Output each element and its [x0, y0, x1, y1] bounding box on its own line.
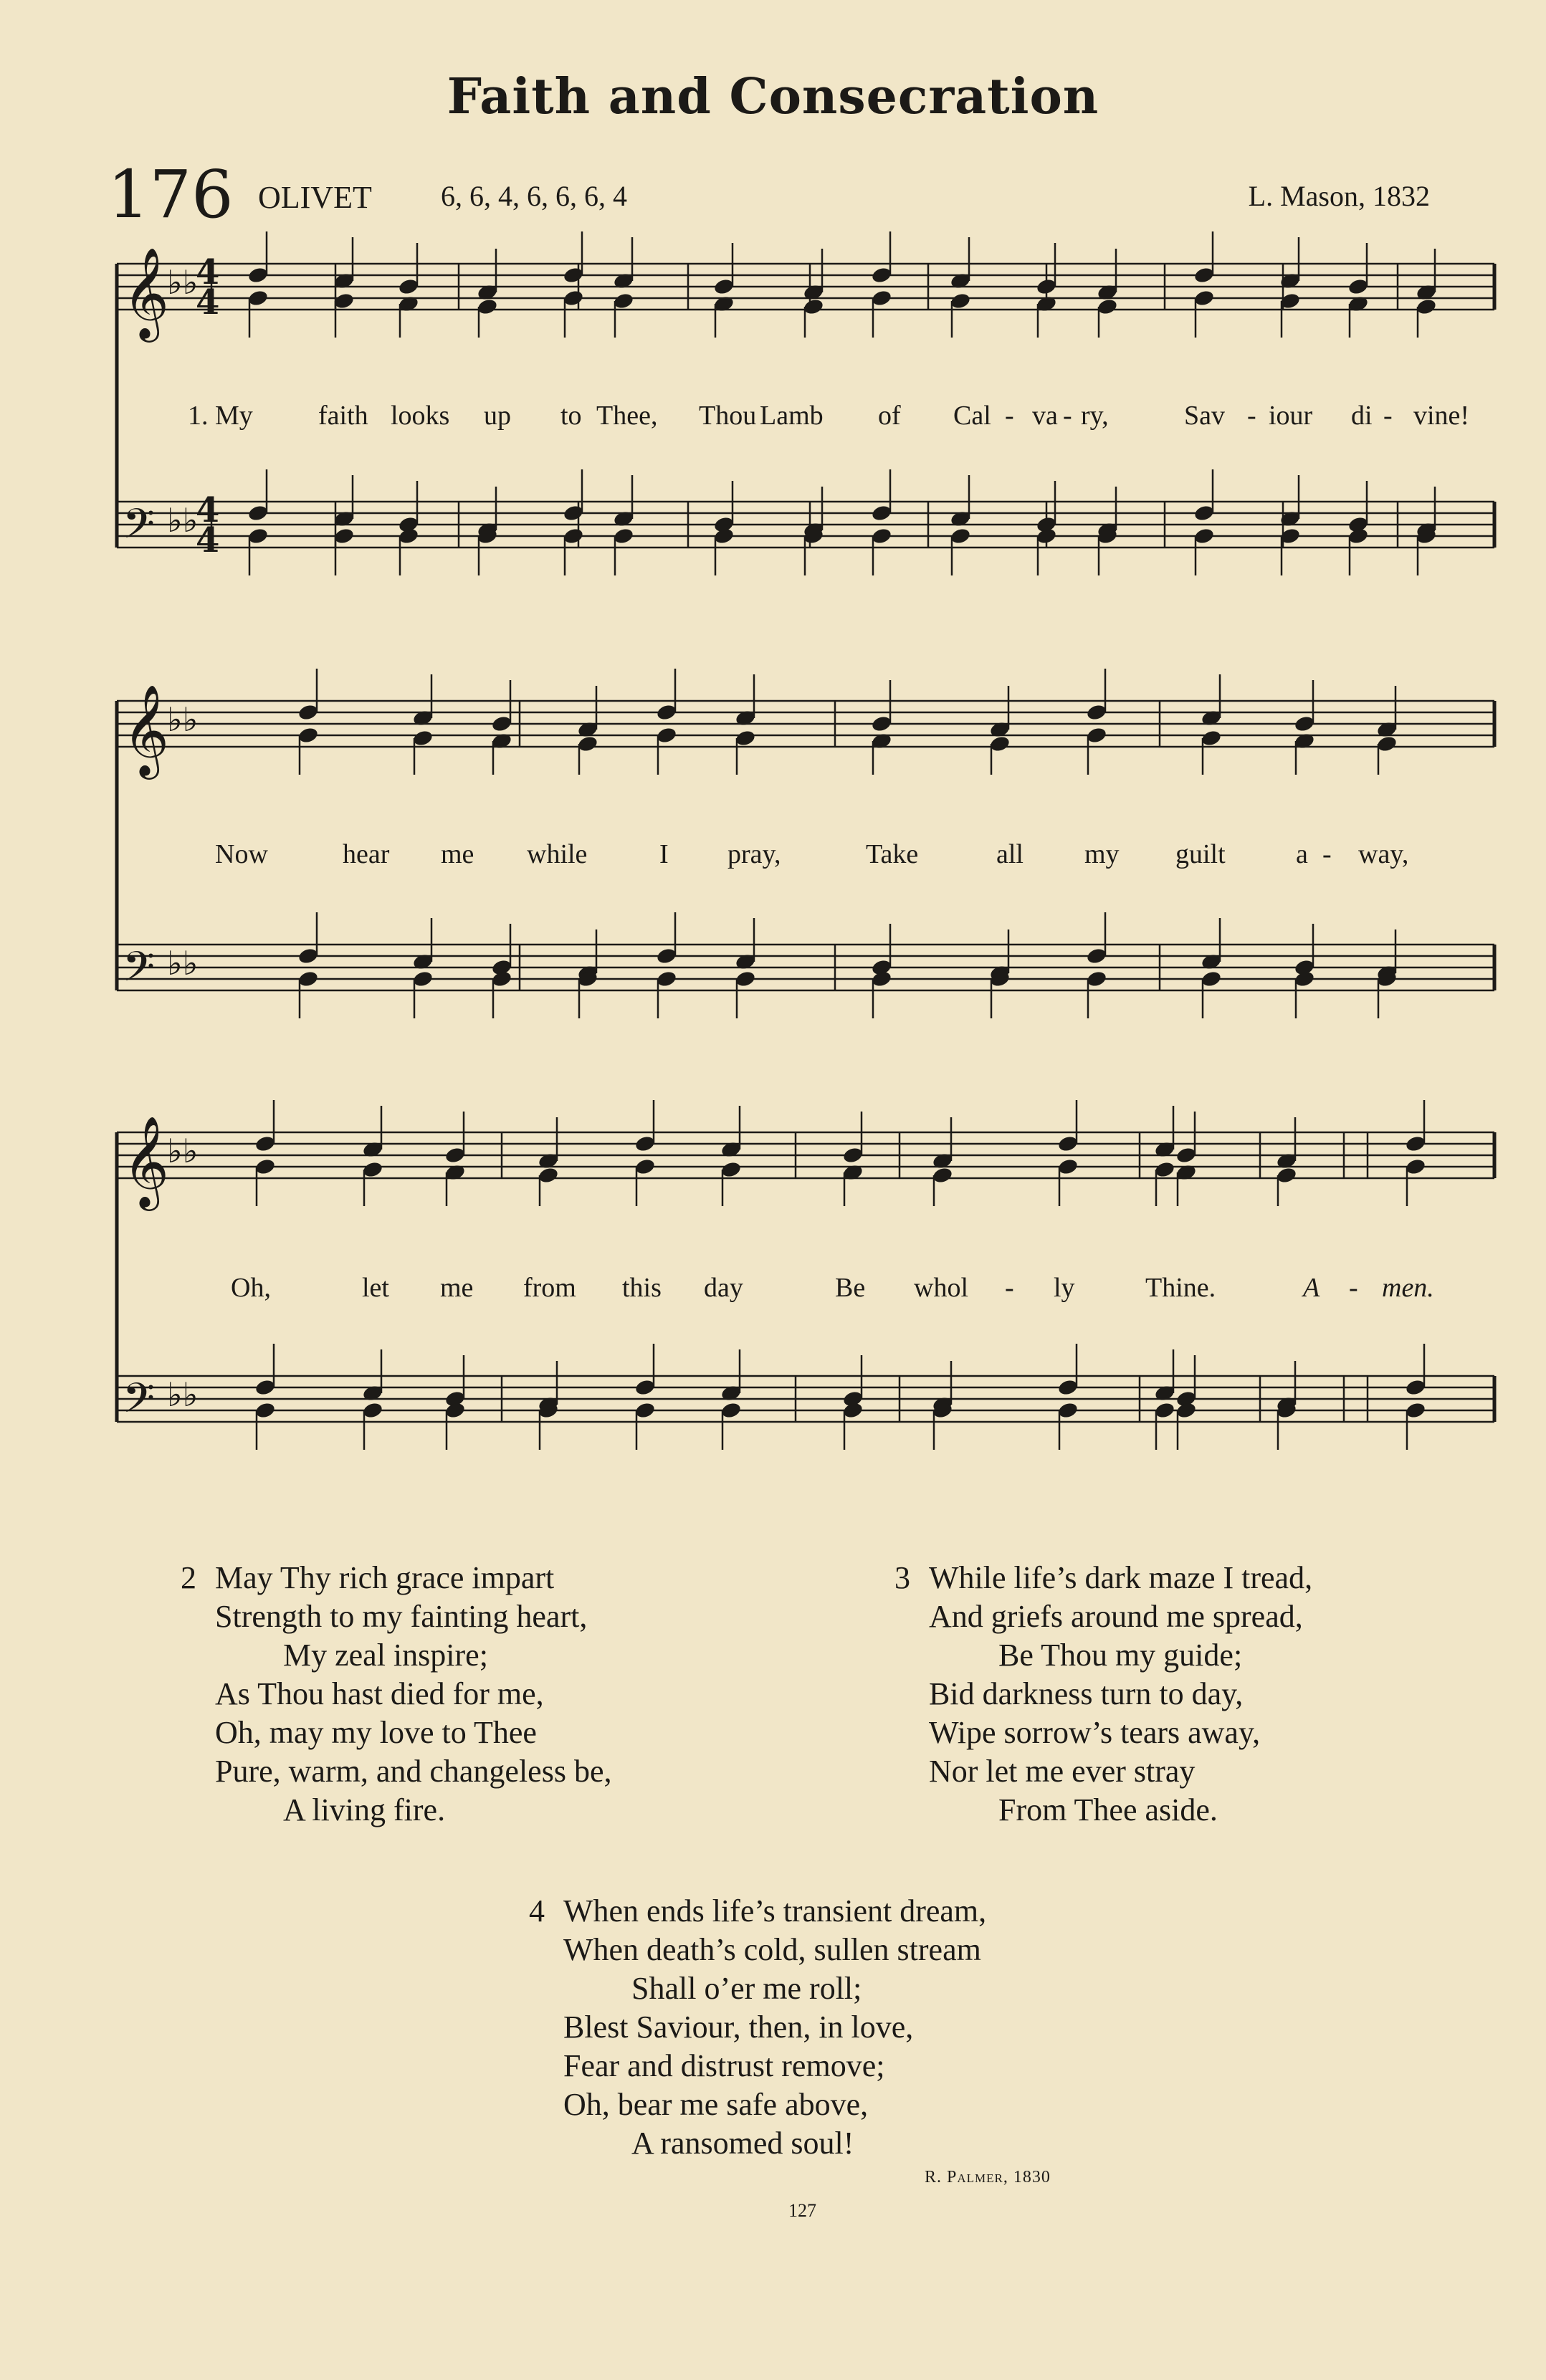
lyric: Cal — [953, 401, 991, 431]
verse-4 — [529, 1892, 986, 2163]
note-head — [563, 504, 585, 522]
note-head — [1086, 947, 1108, 965]
lyric: A — [1303, 1273, 1320, 1303]
verse-line: A ransomed soul! — [631, 2126, 854, 2161]
note-head — [1294, 970, 1316, 988]
lyric: guilt — [1175, 839, 1226, 869]
verse-line: Blest Saviour, then, in love, — [563, 2009, 914, 2045]
lyric: faith — [318, 401, 368, 431]
note-head — [634, 1157, 657, 1176]
note-head — [634, 1401, 657, 1420]
note-head — [297, 726, 320, 745]
lyric: from — [523, 1273, 576, 1303]
lyric: to — [560, 401, 582, 431]
verse-line: Fear and distrust remove; — [563, 2048, 885, 2083]
note-head — [1405, 1401, 1427, 1420]
note-head — [1036, 527, 1058, 545]
note-head — [735, 970, 757, 988]
verse-line: May Thy rich grace impart — [215, 1560, 555, 1595]
note-head — [563, 527, 585, 545]
note-head — [247, 266, 269, 285]
note-head — [871, 970, 893, 988]
note-head — [871, 289, 893, 307]
note-head — [412, 729, 434, 747]
note-head — [577, 735, 599, 753]
lyric: while — [527, 839, 588, 869]
note-head — [563, 289, 585, 307]
time-signature: 4 — [196, 282, 220, 322]
verse-number: 4 — [529, 1893, 545, 1929]
note-head — [950, 527, 972, 545]
note-head — [1175, 1146, 1198, 1165]
meter: 6, 6, 4, 6, 6, 6, 4 — [441, 180, 627, 212]
note-head — [656, 703, 678, 722]
lyric: - — [1383, 401, 1393, 431]
verse-line: My zeal inspire; — [283, 1638, 488, 1673]
composer: L. Mason, 1832 — [1248, 180, 1430, 212]
note-head — [1154, 1160, 1176, 1179]
lyric: - — [1349, 1273, 1358, 1303]
note-head — [1276, 1166, 1298, 1185]
key-signature-flats: ♭♭ — [167, 501, 199, 540]
tune-name: OLIVET — [258, 180, 372, 215]
note-head — [613, 292, 635, 310]
key-signature-flats: ♭♭ — [167, 944, 199, 983]
lyric: - — [1063, 401, 1072, 431]
note-head — [1193, 266, 1216, 285]
note-head — [491, 970, 513, 988]
verse-line: Shall o’er me roll; — [631, 1971, 862, 2006]
note-head — [1057, 1401, 1079, 1420]
note-head — [720, 1160, 743, 1179]
note-head — [871, 266, 893, 285]
note-head — [1201, 970, 1223, 988]
note-head — [1057, 1378, 1079, 1397]
note-head — [1036, 277, 1058, 296]
note-head — [634, 1134, 657, 1153]
lyric: men. — [1382, 1273, 1434, 1303]
lyric: day — [704, 1273, 743, 1303]
lyric: me — [441, 839, 474, 869]
lyric: Take — [866, 839, 919, 869]
note-head — [871, 527, 893, 545]
verse-line: Bid darkness turn to day, — [929, 1676, 1244, 1711]
lyric: I — [659, 839, 669, 869]
verse-2 — [181, 1559, 611, 1830]
note-head — [720, 1401, 743, 1420]
note-head — [1057, 1134, 1079, 1153]
lyric: - — [1322, 839, 1332, 869]
note-head — [656, 947, 678, 965]
time-signature: 4 — [196, 252, 220, 292]
note-head — [656, 726, 678, 745]
lyric: looks — [391, 401, 450, 431]
lyric: whol — [914, 1273, 968, 1303]
note-head — [656, 970, 678, 988]
lyric: di — [1351, 401, 1373, 431]
lyric: ly — [1054, 1273, 1075, 1303]
verse-line: As Thou hast died for me, — [215, 1676, 544, 1711]
note-head — [254, 1401, 277, 1420]
note-head — [254, 1378, 277, 1397]
bass-clef-icon: 𝄢 — [123, 942, 156, 1001]
lyric: Sav — [1184, 401, 1225, 431]
note-head — [444, 1401, 467, 1420]
note-head — [932, 1166, 954, 1185]
lyric: vine! — [1413, 401, 1470, 431]
verse-line: While life’s dark maze I tread, — [929, 1560, 1313, 1595]
key-signature-flats: ♭♭ — [167, 1375, 199, 1414]
verse-line: From Thee aside. — [998, 1792, 1218, 1827]
note-head — [871, 715, 893, 733]
lyric: a — [1296, 839, 1308, 869]
note-head — [1416, 297, 1438, 316]
note-head — [247, 527, 269, 545]
note-head — [444, 1146, 467, 1165]
note-head — [1086, 726, 1108, 745]
note-head — [297, 947, 320, 965]
bass-clef-icon: 𝄢 — [123, 1374, 156, 1433]
hymn-number: 176 — [108, 156, 234, 233]
lyric: me — [440, 1273, 474, 1303]
note-head — [1405, 1378, 1427, 1397]
lyric: pray, — [727, 839, 781, 869]
verse-number: 2 — [181, 1560, 196, 1595]
key-signature-flats: ♭♭ — [167, 263, 199, 302]
lyric: my — [1084, 839, 1120, 869]
note-head — [297, 703, 320, 722]
note-head — [613, 527, 635, 545]
treble-clef-icon: 𝄞 — [123, 684, 170, 775]
note-head — [398, 527, 420, 545]
note-head — [803, 297, 825, 316]
verse-line: And griefs around me spread, — [929, 1599, 1303, 1634]
verse-3 — [894, 1559, 1312, 1830]
lyric: of — [878, 401, 901, 431]
verse-line: Wipe sorrow’s tears away, — [929, 1715, 1261, 1750]
note-head — [1086, 970, 1108, 988]
verse-line: Oh, may my love to Thee — [215, 1715, 537, 1750]
lyric: ry, — [1081, 401, 1109, 431]
bass-clef-icon: 𝄢 — [123, 500, 156, 558]
note-head — [247, 504, 269, 522]
lyric: this — [622, 1273, 662, 1303]
note-head — [333, 527, 356, 545]
verse-line: Oh, bear me safe above, — [563, 2087, 869, 2122]
lyric: up — [484, 401, 511, 431]
lyric: - — [1005, 401, 1014, 431]
time-signature: 4 — [196, 490, 220, 530]
note-head — [871, 504, 893, 522]
verse-line: Pure, warm, and changeless be, — [215, 1754, 612, 1789]
note-head — [1175, 1401, 1198, 1420]
note-head — [634, 1378, 657, 1397]
note-head — [1347, 527, 1370, 545]
verse-line: When death’s cold, sullen stream — [563, 1932, 981, 1967]
note-head — [1405, 1134, 1427, 1153]
verse-line: Nor let me ever stray — [929, 1754, 1196, 1789]
time-signature: 4 — [196, 520, 220, 560]
verse-line: Strength to my fainting heart, — [215, 1599, 588, 1634]
note-head — [412, 970, 434, 988]
note-head — [538, 1166, 560, 1185]
lyric: - — [1005, 1273, 1014, 1303]
note-head — [950, 292, 972, 310]
note-head — [713, 527, 735, 545]
lyric: Oh, — [231, 1273, 271, 1303]
note-head — [362, 1401, 384, 1420]
note-head — [297, 970, 320, 988]
note-head — [1154, 1401, 1176, 1420]
lyric: way, — [1358, 839, 1409, 869]
lyric: Lamb — [760, 401, 824, 431]
key-signature-flats: ♭♭ — [167, 700, 199, 739]
note-head — [1376, 735, 1398, 753]
verse-line: Be Thou my guide; — [998, 1638, 1243, 1673]
note-head — [1086, 703, 1108, 722]
key-signature-flats: ♭♭ — [167, 1132, 199, 1170]
lyric: va — [1032, 401, 1058, 431]
page-number: 127 — [788, 2200, 816, 2221]
note-head — [1193, 504, 1216, 522]
note-head — [254, 1134, 277, 1153]
note-head — [247, 289, 269, 307]
note-head — [1193, 289, 1216, 307]
lyric: all — [996, 839, 1023, 869]
verse-line: When ends life’s transient dream, — [563, 1893, 987, 1929]
note-head — [1294, 715, 1316, 733]
lyric: hear — [343, 839, 390, 869]
note-head — [563, 266, 585, 285]
lyric: Now — [215, 839, 268, 869]
lyric: iour — [1269, 401, 1313, 431]
lyric: Thee, — [596, 401, 658, 431]
note-head — [989, 735, 1011, 753]
note-head — [333, 292, 356, 310]
note-head — [1201, 729, 1223, 747]
verse-line: A living fire. — [283, 1792, 446, 1827]
note-head — [1097, 297, 1119, 316]
lyric: 1. My — [188, 401, 253, 431]
note-head — [254, 1157, 277, 1176]
note-head — [735, 729, 757, 747]
lyricist-credit: R. Palmer, 1830 — [925, 2168, 1051, 2187]
lyric: Thine. — [1145, 1273, 1216, 1303]
verse-number: 3 — [894, 1560, 910, 1595]
lyric: let — [362, 1273, 389, 1303]
note-head — [842, 1146, 864, 1165]
note-head — [1347, 277, 1370, 296]
treble-clef-icon: 𝄞 — [123, 247, 170, 338]
lyric: Thou — [699, 401, 757, 431]
note-head — [842, 1401, 864, 1420]
treble-clef-icon: 𝄞 — [123, 1115, 170, 1207]
note-head — [1405, 1157, 1427, 1176]
note-head — [1057, 1157, 1079, 1176]
lyric: - — [1247, 401, 1256, 431]
note-head — [713, 277, 735, 296]
note-head — [477, 297, 499, 316]
note-head — [398, 277, 420, 296]
note-head — [1193, 527, 1216, 545]
lyric: Be — [835, 1273, 866, 1303]
note-head — [491, 715, 513, 733]
note-head — [362, 1160, 384, 1179]
section-title: Faith and Consecration — [447, 68, 1099, 125]
